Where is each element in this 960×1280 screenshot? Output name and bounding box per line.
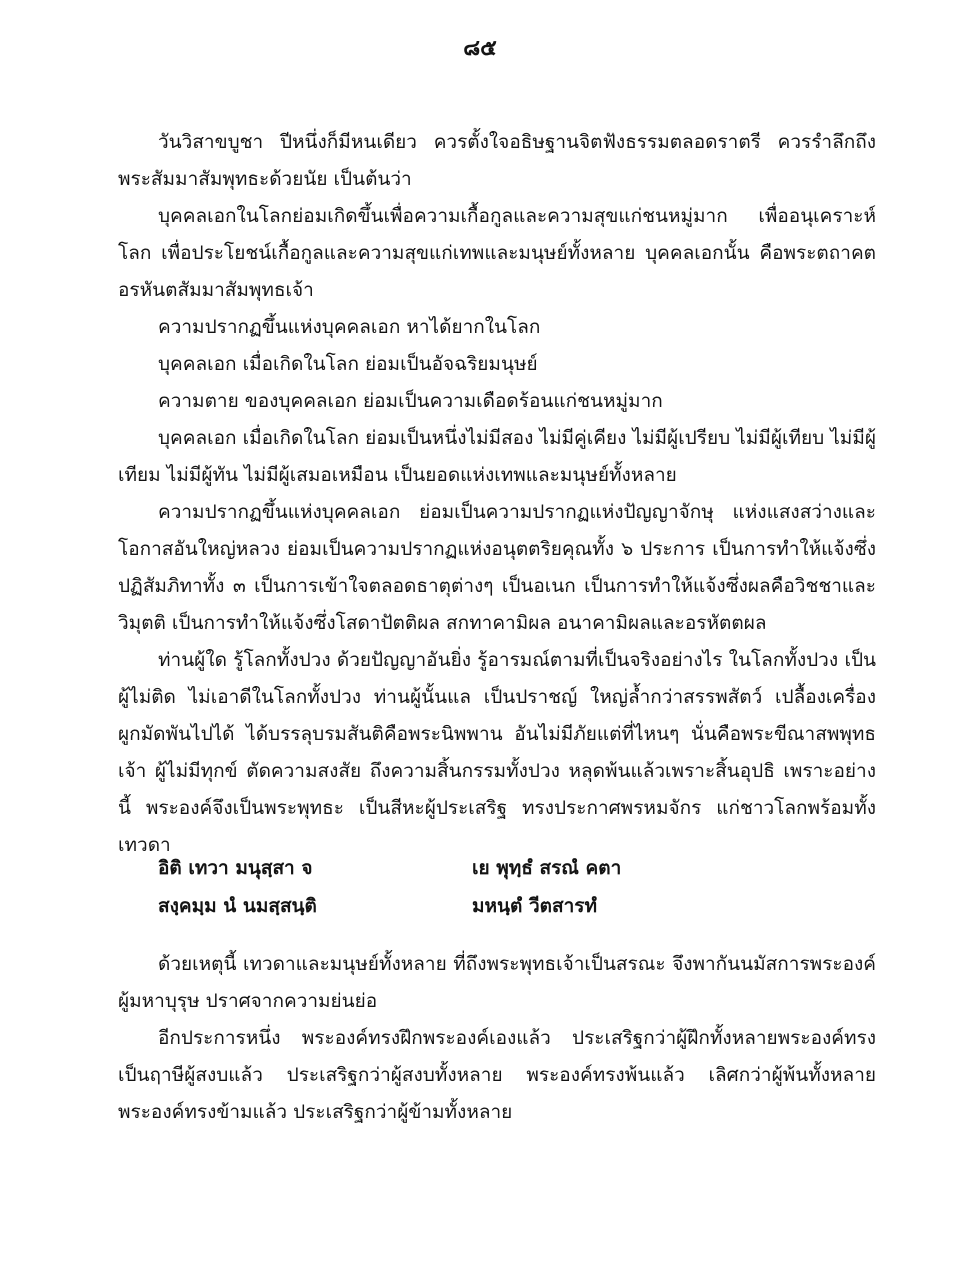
verse-line-2: เย พุทฺธํ สรณํ คตา [472,857,622,879]
line-death-grief: ความตาย ของบุคคลเอก ย่อมเป็นความเดือดร้อนแก่ชนหมู่มาก [158,390,663,412]
paragraph-text: บุคคลเอกในโลกย่อมเกิดขึ้นเพื่อความเกื้อกูลและความสุขแก่ชนหมู่มาก เพื่ออนุเคราะห์โลก เพื่อประโยชน์เกื้อกูลและความสุขแก่เทพและมนุษย์ทั้งหลาย บุคคลเอกนั้น คือพระตถาคตอรหันตสัมมาสัมพุทธเจ้า [118,205,876,301]
verse-line-4: มหนฺตํ วีตสารทํ [472,895,597,917]
verse-line-3: สงฺคมฺม นํ นมสฺสนฺติ [158,895,317,917]
verse-line-1: อิติ เทวา มนุสฺสา จ [158,857,313,879]
paragraph-knower-of-world [118,642,876,864]
paragraph-text: บุคคลเอก เมื่อเกิดในโลก ย่อมเป็นหนึ่งไม่มีสอง ไม่มีคู่เคียง ไม่มีผู้เปรียบ ไม่มีผู้เทียบ ไม่มีผู้เทียม ไม่มีผู้ทัน ไม่มีผู้เสมอเหมือน เป็นยอดแห่งเทพและมนุษย์ทั้งหลาย [118,427,876,486]
paragraph-text: อีกประการหนึ่ง พระองค์ทรงฝึกพระองค์เองแล้ว ประเสริฐกว่าผู้ฝึกทั้งหลายพระองค์ทรงเป็นฤาษีผู้สงบแล้ว ประเสริฐกว่าผู้สงบทั้งหลาย พระองค์ทรงพ้นแล้ว เลิศกว่าผู้พ้นทั้งหลาย พระองค์ทรงข้ามแล้ว ประเสริฐกว่าผู้ข้ามทั้งหลาย [118,1027,876,1123]
page-number: ๘๕ [463,36,497,61]
paragraph-tamed [118,1020,876,1131]
paragraph-wisdom-eye [118,494,876,642]
paragraph-text: ความปรากฏขึ้นแห่งบุคคลเอก ย่อมเป็นความปรากฏแห่งปัญญาจักษุ แห่งแสงสว่างและโอกาสอันใหญ่หลวง ย่อมเป็นความปรากฏแห่งอนุตตริยคุณทั้ง ๖ ประการ เป็นการทำให้แจ้งซึ่งปฏิสัมภิทาทั้ง ๓ เป็นการเข้าใจตลอดธาตุต่างๆ เป็นอเนก เป็นการทำให้แจ้งซึ่งผลคือวิชชาและวิมุตติ เป็นการทำให้แจ้งซึ่งโสดาปัตติผล สกทาคามิผล อนาคามิผลและอรหัตตผล [118,501,876,634]
paragraph-text: วันวิสาขบูชา ปีหนึ่งก็มีหนเดียว ควรตั้งใจอธิษฐานจิตฟังธรรมตลอดราตรี ควรรำลึกถึงพระสัมมาสัมพุทธะด้วยนัย เป็นต้นว่า [118,131,876,190]
paragraph-visakha [118,124,876,198]
line-marvelous-human: บุคคลเอก เมื่อเกิดในโลก ย่อมเป็นอัจฉริยมนุษย์ [158,353,538,375]
paragraph-text: ท่านผู้ใด รู้โลกทั้งปวง ด้วยปัญญาอันยิ่ง รู้อารมณ์ตามที่เป็นจริงอย่างไร ในโลกทั้งปวง เป็นผู้ไม่ติด ไม่เอาดีในโลกทั้งปวง ท่านผู้นั้นแล เป็นปราชญ์ ใหญ่ล้ำกว่าสรรพสัตว์ เปลื้องเครื่องผูกมัดพันไปได้ ได้บรรลุบรมสันติคือพระนิพพาน อันไม่มีภัยแต่ที่ไหนๆ นั่นคือพระขีณาสพพุทธเจ้า ผู้ไม่มีทุกข์ ตัดความสงสัย ถึงความสิ้นกรรมทั้งปวง หลุดพ้นแล้วเพราะสิ้นอุปธิ เพราะอย่างนี้ พระองค์จึงเป็นพระพุทธะ เป็นสีหะผู้ประเสริฐ ทรงประกาศพรหมจักร แก่ชาวโลกพร้อมทั้งเทวดา [118,649,876,856]
line-rare-appearance: ความปรากฏขึ้นแห่งบุคคลเอก หาได้ยากในโลก [158,316,541,338]
paragraph-refuge [118,946,876,1020]
paragraph-one-person [118,198,876,309]
paragraph-text: ด้วยเหตุนี้ เทวดาและมนุษย์ทั้งหลาย ที่ถึงพระพุทธเจ้าเป็นสรณะ จึงพากันนมัสการพระองค์ผู้มหาบุรุษ ปราศจากความย่นย่อ [118,953,876,1012]
paragraph-unequalled [118,420,876,494]
